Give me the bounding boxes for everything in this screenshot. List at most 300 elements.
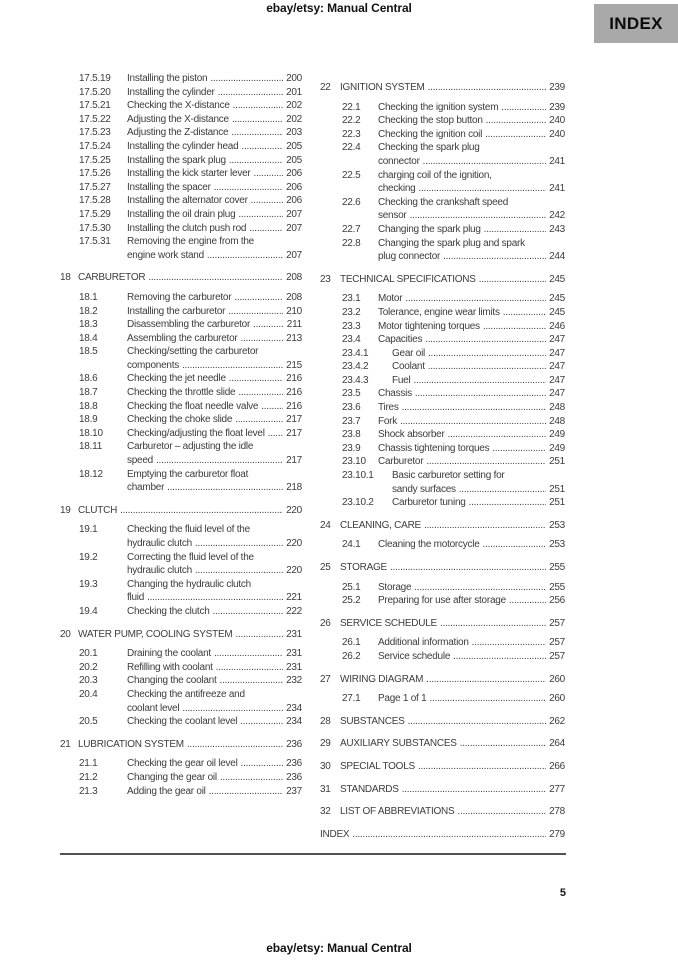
toc-entry-page: 222 [286,605,302,617]
toc-entry-row[interactable] [60,345,302,359]
toc-entry-row[interactable] [320,196,565,210]
toc-chapter-row[interactable] [60,628,302,642]
toc-entry-row[interactable] [320,650,565,664]
toc-entry-title: TECHNICAL SPECIFICATIONS [340,273,476,285]
toc-entry-number: 19.1 [79,524,98,536]
toc-entry-title: Checking the float needle valve [127,400,259,412]
toc-chapter-row[interactable] [60,271,302,285]
toc-entry-row[interactable] [320,306,565,320]
toc-entry-number: 23 [320,273,331,285]
toc-entry-page: 208 [286,291,302,303]
toc-entry-title: Shock absorber [378,429,445,441]
toc-entry-title: Basic carburetor setting for [392,470,505,482]
toc-entry-number: 20.4 [79,688,98,700]
dot-leader [484,223,546,237]
toc-entry-row[interactable] [320,237,565,251]
toc-entry-page: 247 [549,334,565,346]
toc-entry-row[interactable] [320,496,565,510]
toc-entry-title: Carburetor – adjusting the idle [127,441,254,453]
toc-entry-row[interactable] [60,235,302,249]
dot-leader [425,333,546,347]
toc-entry-row[interactable] [60,126,302,140]
toc-entry-row[interactable] [60,523,302,537]
toc-entry-page: 257 [549,617,565,629]
toc-entry-row[interactable] [60,291,302,305]
toc-entry-number: 31 [320,783,331,795]
toc-entry-title: Checking the fluid level of the [127,524,250,536]
toc-entry-row[interactable] [60,564,302,578]
toc-entry-number: 17.5.30 [79,222,111,234]
toc-entry-row[interactable] [60,318,302,332]
dot-leader [410,209,547,223]
toc-entry-row[interactable] [320,387,565,401]
toc-entry-page: 232 [286,675,302,687]
index-tab[interactable]: INDEX [594,4,678,43]
toc-entry-number: 23.5 [342,388,361,400]
toc-entry-number: 32 [320,806,331,818]
toc-entry-page: 257 [549,637,565,649]
toc-entry-title: WIRING DIAGRAM [340,673,424,685]
toc-entry-number: 21.3 [79,785,98,797]
toc-entry-row[interactable] [60,785,302,799]
toc-entry-page: 249 [549,442,565,454]
dot-leader [408,715,547,729]
toc-entry-number: 22.3 [342,128,361,140]
toc-entry-title: Checking the clutch [127,605,210,617]
dot-leader [182,702,283,716]
toc-entry-page: 231 [286,648,302,660]
toc-entry-row[interactable] [320,101,565,115]
toc-entry-row[interactable] [320,483,565,497]
dot-leader [182,359,283,373]
toc-entry-page: 236 [286,738,302,750]
toc-entry-title: Changing the spark plug and spark [378,237,525,249]
toc-entry-row[interactable] [60,454,302,468]
toc-entry-row[interactable] [60,332,302,346]
dot-leader [241,140,283,154]
toc-entry-page: 217 [286,455,302,467]
dot-leader [429,692,546,706]
toc-entry-page: 200 [286,73,302,84]
dot-leader [232,113,283,127]
toc-entry-page: 205 [286,140,302,152]
dot-leader [241,757,284,771]
dot-leader [418,760,546,774]
toc-entry-row[interactable] [60,113,302,127]
toc-entry-page: 256 [549,595,565,607]
toc-entry-title: WATER PUMP, COOLING SYSTEM [78,628,233,640]
toc-entry-page: 217 [286,427,302,439]
toc-entry-number: 23.4.2 [342,361,369,373]
toc-entry-row[interactable] [60,647,302,661]
toc-entry-page: 206 [286,181,302,193]
toc-entry-number: 17.5.29 [79,208,111,220]
toc-chapter-row[interactable] [320,828,565,842]
toc-entry-row[interactable] [60,674,302,688]
toc-entry-row[interactable] [320,374,565,388]
toc-entry-row[interactable] [320,320,565,334]
toc-chapter-row[interactable] [320,805,565,819]
toc-entry-title: Checking the jet needle [127,373,226,385]
toc-entry-page: 278 [549,806,565,818]
toc-chapter-row[interactable] [320,561,565,575]
toc-entry-row[interactable] [60,605,302,619]
toc-entry-row[interactable] [60,481,302,495]
toc-entry-number: 18.5 [79,346,98,358]
toc-entry-number: 17.5.28 [79,195,111,207]
toc-entry-number: 17.5.26 [79,168,111,180]
toc-entry-row[interactable] [60,140,302,154]
toc-chapter-row[interactable] [320,81,565,95]
dot-leader [240,715,283,729]
dot-leader [501,101,546,115]
toc-entry-row[interactable] [60,468,302,482]
toc-chapter-row[interactable] [320,673,565,687]
toc-entry-page: 241 [549,183,565,195]
toc-entry-title: Installing the spacer [127,181,211,193]
toc-entry-row[interactable] [320,636,565,650]
toc-entry-title: Checking the choke slide [127,414,233,426]
toc-chapter-row[interactable] [60,738,302,752]
toc-entry-row[interactable] [320,250,565,264]
toc-entry-number: 22.4 [342,142,361,154]
toc-entry-row[interactable] [320,415,565,429]
toc-entry-page: 234 [286,702,302,714]
toc-entry-title: sensor [378,210,407,222]
toc-entry-number: 21.2 [79,771,98,783]
toc-entry-page: 264 [549,738,565,750]
toc-entry-title: Checking the crankshaft speed [378,196,509,208]
toc-entry-row[interactable] [60,154,302,168]
toc-entry-row[interactable] [320,292,565,306]
toc-entry-number: 22.6 [342,196,361,208]
toc-entry-title: Assembling the carburetor [127,332,238,344]
toc-entry-title: Cleaning the motorcycle [378,539,480,551]
toc-entry-page: 248 [549,415,565,427]
toc-chapter-row[interactable] [60,504,302,518]
dot-leader [213,605,284,619]
toc-entry-title: Fork [378,415,397,427]
toc-entry-title: Changing the spark plug [378,223,481,235]
toc-entry-row[interactable] [320,169,565,183]
toc-entry-row[interactable] [320,141,565,155]
toc-chapter-row[interactable] [320,273,565,287]
toc-entry-number: 20.2 [79,661,98,673]
toc-entry-title: Carburetor [378,456,424,468]
dot-leader [390,561,546,575]
toc-entry-title: Changing the gear oil [127,771,217,783]
dot-leader [207,249,283,263]
toc-entry-title: Checking the antifreeze and [127,688,245,700]
toc-entry-row[interactable] [320,360,565,374]
toc-entry-number: 24 [320,519,331,531]
toc-entry-page: 216 [286,400,302,412]
toc-entry-title: Checking the coolant level [127,716,238,728]
toc-entry-page: 251 [549,483,565,495]
dot-leader [423,155,546,169]
toc-column-right [320,72,565,847]
toc-entry-row[interactable] [320,581,565,595]
toc-entry-title: Checking the X-distance [127,100,230,112]
toc-entry-row[interactable] [60,86,302,100]
toc-entry-title: plug connector [378,251,441,263]
dot-leader [402,401,546,415]
toc-entry-title: Checking/adjusting the float level [127,427,265,439]
dot-leader [402,783,546,797]
dot-leader [492,442,546,456]
toc-entry-page: 207 [286,249,302,261]
toc-entry-number: 17.5.27 [79,181,111,193]
toc-entry-row[interactable] [320,114,565,128]
toc-entry-title: Removing the engine from the [127,236,254,248]
toc-entry-number: 22 [320,82,331,93]
toc-entry-number: 18.12 [79,468,103,480]
dot-leader [415,387,546,401]
toc-entry-title: sandy surfaces [392,483,456,495]
toc-entry-number: 22.2 [342,115,361,127]
toc-entry-title: SPECIAL TOOLS [340,760,415,772]
toc-entry-number: 18.3 [79,319,98,331]
dot-leader [148,271,283,285]
toc-entry-row[interactable] [60,386,302,400]
toc-entry-row[interactable] [60,167,302,181]
toc-entry-row[interactable] [320,538,565,552]
toc-entry-title: coolant level [127,702,180,714]
toc-entry-page: 245 [549,293,565,305]
dot-leader [472,636,546,650]
toc-entry-number: 17.5.24 [79,140,111,152]
toc-entry-row[interactable] [320,155,565,169]
toc-entry-number: 20 [60,628,71,640]
toc-entry-title: AUXILIARY SUBSTANCES [340,738,457,750]
toc-entry-row[interactable] [60,99,302,113]
toc-entry-number: 23.4 [342,334,361,346]
toc-entry-number: 21 [60,738,71,750]
toc-entry-title: Carburetor tuning [392,497,466,509]
toc-entry-row[interactable] [60,400,302,414]
toc-entry-number: 23.10 [342,456,366,468]
toc-entry-title: STORAGE [340,562,387,573]
toc-entry-number: 18.6 [79,373,98,385]
toc-entry-number: 22.1 [342,101,361,113]
toc-entry-page: 231 [286,661,302,673]
toc-entry-row[interactable] [320,347,565,361]
toc-entry-row[interactable] [320,442,565,456]
toc-chapter-row[interactable] [320,783,565,797]
toc-entry-title: Motor [378,293,403,305]
dot-leader [503,306,546,320]
dot-leader [483,538,547,552]
toc-entry-row[interactable] [60,208,302,222]
toc-entry-title: Emptying the carburetor float [127,468,249,480]
toc-entry-page: 277 [549,783,565,795]
toc-entry-title: Installing the clutch push rod [127,222,247,234]
toc-entry-row[interactable] [60,194,302,208]
toc-entry-title: charging coil of the ignition, [378,169,492,181]
toc-entry-title: Coolant [392,361,425,373]
toc-entry-row[interactable] [60,372,302,386]
toc-entry-row[interactable] [60,72,302,86]
toc-chapter-row[interactable] [320,715,565,729]
toc-entry-page: 251 [549,456,565,468]
toc-entry-row[interactable] [60,249,302,263]
toc-entry-title: Refilling with coolant [127,661,213,673]
dot-leader [414,581,546,595]
toc-entry-page: 203 [286,127,302,139]
toc-entry-title: Installing the carburetor [127,305,226,317]
toc-entry-row[interactable] [60,551,302,565]
toc-entry-number: 18.9 [79,414,98,426]
toc-entry-number: 18.11 [79,441,103,453]
toc-entry-title: Chassis [378,388,412,400]
dot-leader [235,628,283,642]
toc-entry-number: 18.10 [79,427,103,439]
toc-entry-title: Fuel [392,374,411,386]
dot-leader [210,72,283,86]
toc-entry-title: Service schedule [378,650,451,662]
toc-entry-number: 18.4 [79,332,98,344]
dot-leader [485,128,546,142]
toc-entry-page: 239 [549,101,565,113]
toc-chapter-row[interactable] [320,617,565,631]
footer-title: ebay/etsy: Manual Central [266,941,412,955]
toc-entry-number: 18.2 [79,305,98,317]
dot-leader [428,81,546,95]
toc-entry-title: Page 1 of 1 [378,693,427,705]
toc-entry-number: 17.5.21 [79,100,111,112]
toc-entry-number: 22.5 [342,169,361,181]
dot-leader [428,360,546,374]
toc-entry-row[interactable] [60,688,302,702]
toc-entry-number: 17.5.31 [79,236,111,248]
toc-entry-row[interactable] [60,771,302,785]
toc-entry-row[interactable] [60,537,302,551]
toc-entry-row[interactable] [320,209,565,223]
toc-entry-row[interactable] [320,692,565,706]
toc-entry-row[interactable] [60,757,302,771]
toc-entry-number: 22.7 [342,223,361,235]
dot-leader [229,154,283,168]
dot-leader [405,292,546,306]
toc-entry-number: 20.3 [79,675,98,687]
dot-leader [426,673,546,687]
toc-entry-row[interactable] [320,401,565,415]
toc-entry-title: Storage [378,581,412,593]
toc-entry-title: Installing the oil drain plug [127,208,236,220]
toc-entry-title: Checking the ignition system [378,101,499,113]
toc-entry-row[interactable] [320,428,565,442]
toc-entry-title: Checking the stop button [378,115,483,127]
toc-entry-title: INDEX [320,828,350,840]
dot-leader [424,519,546,533]
toc-entry-title: CLUTCH [78,504,118,516]
toc-entry-number: 23.6 [342,402,361,414]
toc-entry-page: 217 [286,414,302,426]
toc-entry-number: 17.5.20 [79,86,111,98]
toc-entry-number: 23.10.2 [342,497,374,509]
toc-entry-page: 249 [549,429,565,441]
toc-entry-page: 241 [549,155,565,167]
dot-leader [147,591,283,605]
toc-entry-row[interactable] [320,128,565,142]
toc-entry-row[interactable] [60,413,302,427]
dot-leader [220,674,284,688]
toc-entry-title: Preparing for use after storage [378,595,506,607]
toc-entry-page: 246 [549,320,565,332]
toc-entry-row[interactable] [320,223,565,237]
toc-entry-row[interactable] [320,594,565,608]
toc-entry-title: hydraulic clutch [127,565,192,577]
toc-entry-row[interactable] [60,578,302,592]
toc-entry-row[interactable] [60,702,302,716]
toc-entry-row[interactable] [320,455,565,469]
toc-entry-number: 18.7 [79,387,98,399]
toc-entry-number: 27.1 [342,693,361,705]
dot-leader [413,374,546,388]
toc-entry-number: 23.8 [342,429,361,441]
toc-entry-page: 207 [286,222,302,234]
toc-entry-row[interactable] [60,222,302,236]
toc-entry-page: 240 [549,115,565,127]
toc-entry-row[interactable] [60,305,302,319]
dot-leader [187,738,283,752]
dot-leader [469,496,546,510]
toc-entry-number: 17.5.19 [79,73,111,84]
toc-entry-row[interactable] [60,661,302,675]
toc-entry-title: fluid [127,592,145,604]
toc-entry-title: checking [378,183,416,195]
toc-entry-row[interactable] [60,591,302,605]
toc-entry-title: Adding the gear oil [127,785,206,797]
toc-entry-page: 231 [286,628,302,640]
toc-entry-page: 243 [549,223,565,235]
dot-leader [218,86,283,100]
toc-entry-page: 202 [286,100,302,112]
toc-entry-number: 23.9 [342,442,361,454]
dot-leader [443,250,546,264]
toc-entry-number: 18.1 [79,291,98,303]
toc-entry-row[interactable] [60,440,302,454]
dot-leader [440,617,546,631]
toc-entry-row[interactable] [60,427,302,441]
toc-entry-row[interactable] [320,182,565,196]
toc-entry-number: 23.10.1 [342,470,374,482]
dot-leader [457,805,546,819]
toc-entry-number: 25.1 [342,581,361,593]
dot-leader [228,305,283,319]
dot-leader [459,483,546,497]
toc-chapter-row[interactable] [320,760,565,774]
footer-divider [60,853,566,855]
toc-entry-number: 23.2 [342,306,361,318]
toc-entry-row[interactable] [60,715,302,729]
toc-entry-page: 210 [286,305,302,317]
toc-entry-row[interactable] [320,469,565,483]
toc-entry-row[interactable] [320,333,565,347]
toc-entry-page: 260 [549,693,565,705]
toc-entry-number: 25 [320,562,331,573]
dot-leader [238,208,283,222]
toc-entry-number: 30 [320,760,331,772]
toc-chapter-row[interactable] [320,519,565,533]
toc-entry-row[interactable] [60,359,302,373]
toc-entry-row[interactable] [60,181,302,195]
toc-chapter-row[interactable] [320,737,565,751]
toc-entry-title: Chassis tightening torques [378,442,490,454]
toc-entry-page: 247 [549,388,565,400]
dot-leader [352,828,546,842]
dot-leader [460,737,546,751]
